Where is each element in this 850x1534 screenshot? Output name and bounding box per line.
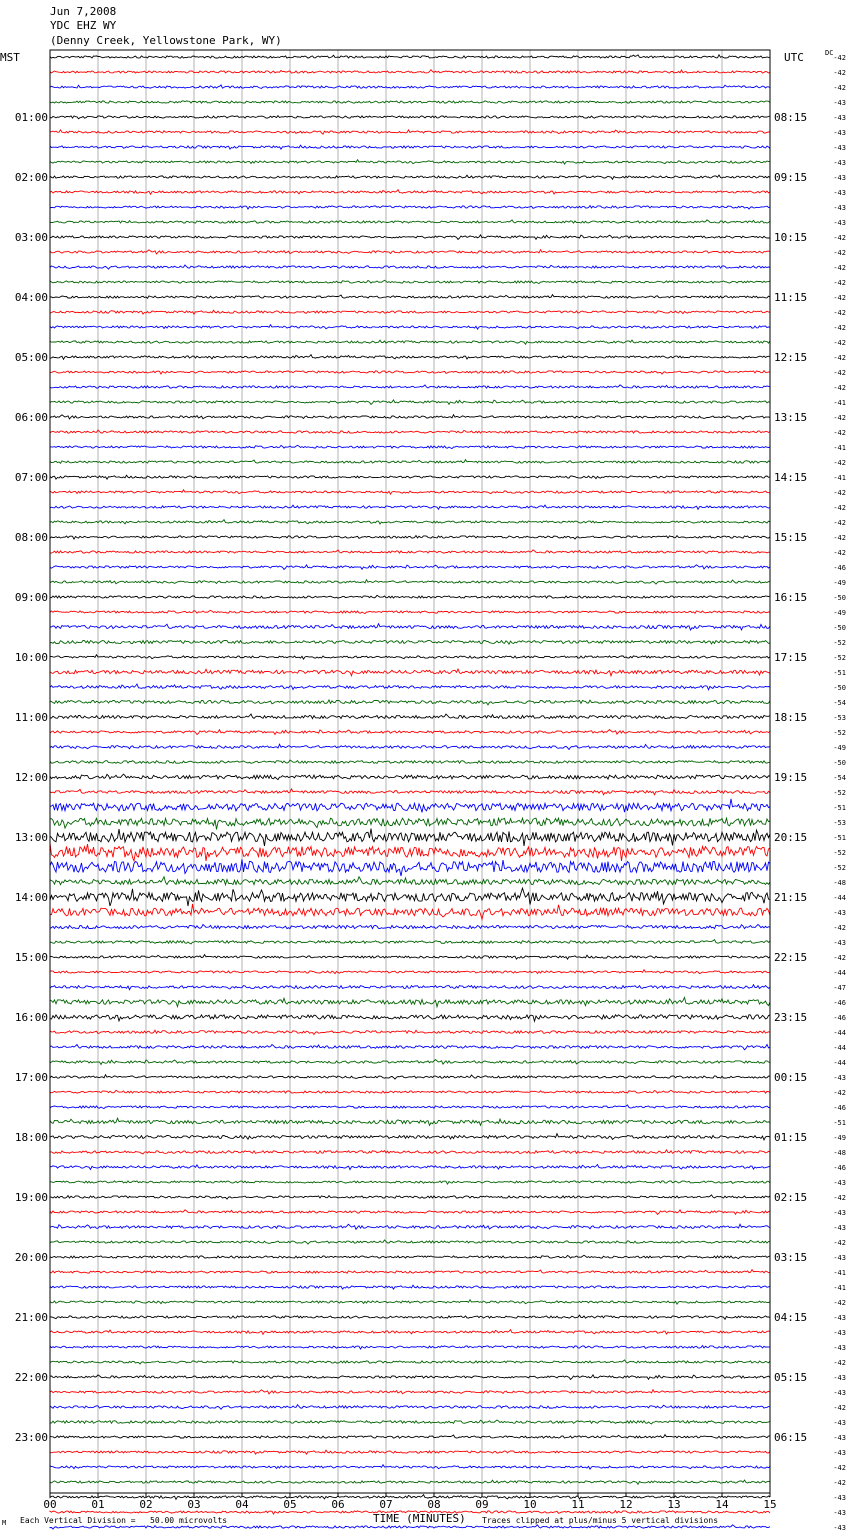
- trace-line: [50, 1405, 770, 1410]
- dc-offset-value: -42: [833, 234, 846, 242]
- dc-offset-value: -51: [833, 669, 846, 677]
- trace-line: [50, 55, 770, 58]
- right-hour-label: 23:15: [774, 1011, 808, 1024]
- trace-line: [50, 744, 770, 749]
- dc-offset-value: -42: [833, 534, 846, 542]
- trace-line: [50, 1105, 770, 1109]
- dc-offset-value: -42: [833, 1479, 846, 1487]
- trace-line: [50, 1495, 770, 1500]
- trace-line: [50, 1360, 770, 1364]
- left-hour-label: 14:00: [14, 891, 48, 904]
- trace-line: [50, 799, 770, 813]
- right-hour-label: 03:15: [774, 1251, 808, 1264]
- dc-offset-values: [833, 54, 846, 1534]
- trace-line: [50, 265, 770, 269]
- x-tick-label: 06: [331, 1498, 345, 1511]
- dc-offset-value: -51: [833, 804, 846, 812]
- trace-line: [50, 101, 770, 103]
- x-tick-label: 02: [139, 1498, 153, 1511]
- dc-offset-value: -42: [833, 384, 846, 392]
- trace-line: [50, 940, 770, 944]
- trace-line: [50, 310, 770, 314]
- dc-offset-value: -43: [833, 939, 846, 947]
- trace-line: [50, 1285, 770, 1289]
- right-hour-label: 14:15: [774, 471, 808, 484]
- trace-line: [50, 190, 770, 195]
- dc-offset-value: -52: [833, 864, 846, 872]
- dc-offset-value: -50: [833, 594, 846, 602]
- trace-line: [50, 859, 770, 876]
- dc-offset-value: -44: [833, 1059, 846, 1067]
- right-hour-label: 06:15: [774, 1431, 808, 1444]
- dc-offset-value: -42: [833, 549, 846, 557]
- trace-line: [50, 1465, 770, 1469]
- dc-offset-value: -42: [833, 1404, 846, 1412]
- dc-offset-value: -42: [833, 429, 846, 437]
- footer-scale-note: Each Vertical Division = 50.00 microvolts: [20, 1516, 228, 1525]
- left-hour-label: 23:00: [14, 1431, 48, 1444]
- dc-offset-value: -50: [833, 624, 846, 632]
- dc-offset-value: -54: [833, 699, 846, 707]
- trace-line: [50, 774, 770, 780]
- dc-offset-value: -42: [833, 924, 846, 932]
- trace-line: [50, 490, 770, 494]
- trace-line: [50, 1165, 770, 1170]
- dc-offset-value: -42: [833, 1464, 846, 1472]
- trace-line: [50, 1420, 770, 1424]
- left-hour-label: 19:00: [14, 1191, 48, 1204]
- x-tick-label: 10: [523, 1498, 537, 1511]
- trace-line: [50, 1450, 770, 1454]
- dc-offset-value: -42: [833, 249, 846, 257]
- left-hour-label: 09:00: [14, 591, 48, 604]
- dc-offset-value: -43: [833, 909, 846, 917]
- trace-line: [50, 1075, 770, 1079]
- dc-offset-value: -43: [833, 1209, 846, 1217]
- dc-offset-value: -43: [833, 1344, 846, 1352]
- trace-line: [50, 730, 770, 735]
- trace-line: [50, 610, 770, 613]
- x-tick-label: 13: [667, 1498, 681, 1511]
- dc-offset-value: -52: [833, 729, 846, 737]
- trace-line: [50, 1300, 770, 1304]
- header-station: YDC EHZ WY: [50, 19, 117, 32]
- right-hour-label: 00:15: [774, 1071, 808, 1084]
- right-hour-label: 12:15: [774, 351, 808, 364]
- trace-line: [50, 280, 770, 283]
- trace-line: [50, 206, 770, 210]
- dc-offset-value: -43: [833, 1419, 846, 1427]
- dc-offset-value: -43: [833, 174, 846, 182]
- trace-line: [50, 371, 770, 375]
- trace-line: [50, 1346, 770, 1350]
- trace-line: [50, 877, 770, 885]
- trace-line: [50, 1224, 770, 1229]
- dc-offset-value: -41: [833, 474, 846, 482]
- trace-line: [50, 829, 770, 846]
- dc-offset-value: -53: [833, 714, 846, 722]
- right-hour-label: 02:15: [774, 1191, 808, 1204]
- x-axis-ticks: [43, 1493, 776, 1511]
- dc-offset-value: -49: [833, 609, 846, 617]
- x-tick-label: 11: [571, 1498, 585, 1511]
- right-hour-label: 22:15: [774, 951, 808, 964]
- dc-offset-value: -43: [833, 1314, 846, 1322]
- dc-offset-value: -42: [833, 414, 846, 422]
- trace-line: [50, 595, 770, 598]
- dc-offset-value: -42: [833, 294, 846, 302]
- dc-offset-value: -42: [833, 54, 846, 62]
- dc-offset-value: -41: [833, 444, 846, 452]
- dc-offset-value: -43: [833, 189, 846, 197]
- dc-offset-value: -42: [833, 84, 846, 92]
- right-hour-label: 04:15: [774, 1311, 808, 1324]
- dc-offset-value: -43: [833, 1329, 846, 1337]
- dc-offset-value: -42: [833, 324, 846, 332]
- right-hour-label: 09:15: [774, 171, 808, 184]
- dc-offset-value: -43: [833, 99, 846, 107]
- dc-offset-value: -43: [833, 1494, 846, 1502]
- left-hour-label: 10:00: [14, 651, 48, 664]
- trace-line: [50, 580, 770, 584]
- dc-offset-value: -44: [833, 1044, 846, 1052]
- left-hour-label: 15:00: [14, 951, 48, 964]
- trace-line: [50, 1030, 770, 1034]
- dc-offset-value: -43: [833, 1434, 846, 1442]
- trace-line: [50, 250, 770, 254]
- dc-offset-value: -43: [833, 114, 846, 122]
- dc-offset-value: -43: [833, 1179, 846, 1187]
- right-hour-label: 10:15: [774, 231, 808, 244]
- trace-line: [50, 85, 770, 89]
- trace-line: [50, 789, 770, 795]
- dc-offset-value: -46: [833, 564, 846, 572]
- left-hour-label: 08:00: [14, 531, 48, 544]
- trace-line: [50, 641, 770, 645]
- left-hour-label: 12:00: [14, 771, 48, 784]
- x-tick-label: 04: [235, 1498, 249, 1511]
- left-hour-label: 18:00: [14, 1131, 48, 1144]
- seismic-traces: [50, 55, 770, 1534]
- trace-line: [50, 235, 770, 240]
- dc-offset-value: -42: [833, 309, 846, 317]
- trace-line: [50, 520, 770, 524]
- trace-line: [50, 460, 770, 464]
- dc-offset-value: -48: [833, 1149, 846, 1157]
- trace-line: [50, 1134, 770, 1140]
- right-hour-label: 08:15: [774, 111, 808, 124]
- trace-line: [50, 700, 770, 705]
- left-hour-label: 22:00: [14, 1371, 48, 1384]
- dc-offset-value: -42: [833, 339, 846, 347]
- trace-line: [50, 1525, 770, 1529]
- header-location: (Denny Creek, Yellowstone Park, WY): [50, 34, 282, 47]
- trace-line: [50, 1045, 770, 1050]
- dc-offset-value: -43: [833, 219, 846, 227]
- trace-line: [50, 295, 770, 299]
- dc-offset-value: -42: [833, 954, 846, 962]
- trace-line: [50, 1270, 770, 1274]
- left-hour-label: 21:00: [14, 1311, 48, 1324]
- left-hour-label: 11:00: [14, 711, 48, 724]
- dc-offset-value: -42: [833, 459, 846, 467]
- dc-offset-value: -42: [833, 489, 846, 497]
- dc-offset-value: -44: [833, 969, 846, 977]
- trace-line: [50, 325, 770, 329]
- trace-line: [50, 925, 770, 929]
- trace-line: [50, 955, 770, 960]
- dc-offset-value: -53: [833, 819, 846, 827]
- trace-line: [50, 220, 770, 223]
- dc-offset-value: -49: [833, 744, 846, 752]
- trace-line: [50, 1255, 770, 1258]
- trace-line: [50, 116, 770, 119]
- dc-offset-value: -50: [833, 759, 846, 767]
- trace-line: [50, 400, 770, 405]
- x-tick-label: 05: [283, 1498, 297, 1511]
- trace-line: [50, 130, 770, 134]
- trace-line: [50, 1375, 770, 1380]
- trace-line: [50, 997, 770, 1006]
- trace-line: [50, 175, 770, 179]
- x-tick-label: 09: [475, 1498, 489, 1511]
- dc-offset-value: -46: [833, 1104, 846, 1112]
- right-hour-label: 20:15: [774, 831, 808, 844]
- left-hour-label: 04:00: [14, 291, 48, 304]
- dc-offset-value: -46: [833, 1014, 846, 1022]
- dc-offset-value: -42: [833, 264, 846, 272]
- left-hour-label: 17:00: [14, 1071, 48, 1084]
- dc-offset-value: -49: [833, 1134, 846, 1142]
- x-axis-title: TIME (MINUTES): [373, 1512, 466, 1525]
- left-hour-label: 06:00: [14, 411, 48, 424]
- dc-offset-value: -43: [833, 1449, 846, 1457]
- dc-offset-value: -42: [833, 369, 846, 377]
- x-tick-label: 14: [715, 1498, 729, 1511]
- dc-offset-value: -43: [833, 1224, 846, 1232]
- dc-offset-value: -43: [833, 1389, 846, 1397]
- dc-offset-value: -43: [833, 1524, 846, 1532]
- left-hour-label: 05:00: [14, 351, 48, 364]
- dc-offset-value: -41: [833, 399, 846, 407]
- dc-offset-value: -43: [833, 1509, 846, 1517]
- dc-offset-value: -42: [833, 1194, 846, 1202]
- dc-offset-value: -52: [833, 849, 846, 857]
- trace-line: [50, 565, 770, 570]
- trace-line: [50, 1315, 770, 1319]
- trace-line: [50, 1480, 770, 1484]
- header-date: Jun 7,2008: [50, 5, 117, 18]
- dc-offset-value: -47: [833, 984, 846, 992]
- dc-offset-value: -54: [833, 774, 846, 782]
- right-hour-label: 17:15: [774, 651, 808, 664]
- right-hour-label: 13:15: [774, 411, 808, 424]
- dc-offset-value: -41: [833, 1284, 846, 1292]
- x-tick-label: 15: [763, 1498, 777, 1511]
- trace-line: [50, 1195, 770, 1199]
- trace-line: [50, 1060, 770, 1065]
- dc-offset-value: -42: [833, 1089, 846, 1097]
- trace-line: [50, 684, 770, 690]
- trace-line: [50, 145, 770, 149]
- trace-line: [50, 1435, 770, 1439]
- dc-offset-value: -44: [833, 1029, 846, 1037]
- right-hour-label: 01:15: [774, 1131, 808, 1144]
- left-hour-label: 13:00: [14, 831, 48, 844]
- right-hour-label: 18:15: [774, 711, 808, 724]
- dc-offset-value: -42: [833, 1239, 846, 1247]
- trace-line: [50, 475, 770, 479]
- trace-line: [50, 1090, 770, 1093]
- left-hour-label: 16:00: [14, 1011, 48, 1024]
- dc-offset-value: -41: [833, 1269, 846, 1277]
- dc-offset-header: DC: [825, 49, 834, 57]
- right-hour-label: 21:15: [774, 891, 808, 904]
- trace-line: [50, 760, 770, 763]
- left-hour-labels: [15, 111, 48, 1444]
- x-tick-label: 12: [619, 1498, 633, 1511]
- footer-clip-note: Traces clipped at plus/minus 5 vertical divisions: [482, 1516, 719, 1525]
- trace-line: [50, 430, 770, 433]
- trace-line: [50, 818, 770, 829]
- left-hour-label: 20:00: [14, 1251, 48, 1264]
- footer-mark: M: [2, 1519, 7, 1527]
- dc-offset-value: -43: [833, 144, 846, 152]
- dc-offset-value: -43: [833, 1074, 846, 1082]
- trace-line: [50, 888, 770, 906]
- dc-offset-value: -51: [833, 834, 846, 842]
- trace-line: [50, 415, 770, 419]
- trace-line: [50, 669, 770, 676]
- dc-offset-value: -43: [833, 1374, 846, 1382]
- trace-line: [50, 1118, 770, 1125]
- x-tick-label: 07: [379, 1498, 393, 1511]
- dc-offset-value: -52: [833, 639, 846, 647]
- trace-line: [50, 160, 770, 164]
- dc-offset-value: -52: [833, 789, 846, 797]
- trace-line: [50, 1390, 770, 1394]
- left-hour-label: 01:00: [14, 111, 48, 124]
- trace-line: [50, 1015, 770, 1021]
- trace-line: [50, 904, 770, 919]
- right-hour-label: 16:15: [774, 591, 808, 604]
- right-hour-label: 11:15: [774, 291, 808, 304]
- right-timezone-label: UTC: [784, 51, 804, 64]
- trace-line: [50, 843, 770, 861]
- trace-line: [50, 355, 770, 360]
- trace-line: [50, 655, 770, 659]
- dc-offset-value: -42: [833, 504, 846, 512]
- dc-offset-value: -48: [833, 879, 846, 887]
- trace-line: [50, 340, 770, 344]
- trace-line: [50, 550, 770, 553]
- right-hour-label: 19:15: [774, 771, 808, 784]
- dc-offset-value: -50: [833, 684, 846, 692]
- trace-line: [50, 985, 770, 990]
- trace-line: [50, 536, 770, 540]
- dc-offset-value: -42: [833, 519, 846, 527]
- dc-offset-value: -42: [833, 279, 846, 287]
- trace-line: [50, 1210, 770, 1215]
- right-hour-label: 15:15: [774, 531, 808, 544]
- dc-offset-value: -43: [833, 159, 846, 167]
- left-hour-label: 03:00: [14, 231, 48, 244]
- trace-line: [50, 714, 770, 719]
- dc-offset-value: -52: [833, 654, 846, 662]
- left-timezone-label: MST: [0, 51, 20, 64]
- dc-offset-value: -51: [833, 1119, 846, 1127]
- x-tick-label: 08: [427, 1498, 441, 1511]
- dc-offset-value: -49: [833, 579, 846, 587]
- dc-offset-value: -46: [833, 999, 846, 1007]
- right-hour-label: 05:15: [774, 1371, 808, 1384]
- trace-line: [50, 624, 770, 630]
- trace-line: [50, 1181, 770, 1184]
- trace-line: [50, 445, 770, 448]
- x-tick-label: 00: [43, 1498, 57, 1511]
- trace-line: [50, 385, 770, 388]
- trace-line: [50, 970, 770, 974]
- x-tick-label: 01: [91, 1498, 105, 1511]
- dc-offset-value: -43: [833, 204, 846, 212]
- trace-line: [50, 1150, 770, 1154]
- dc-offset-value: -42: [833, 354, 846, 362]
- dc-offset-value: -43: [833, 129, 846, 137]
- dc-offset-value: -46: [833, 1164, 846, 1172]
- trace-line: [50, 1330, 770, 1335]
- left-hour-label: 02:00: [14, 171, 48, 184]
- left-hour-label: 07:00: [14, 471, 48, 484]
- dc-offset-value: -42: [833, 1299, 846, 1307]
- right-hour-labels: [774, 111, 807, 1444]
- dc-offset-value: -44: [833, 894, 846, 902]
- trace-line: [50, 1240, 770, 1244]
- dc-offset-value: -42: [833, 1359, 846, 1367]
- x-tick-label: 03: [187, 1498, 201, 1511]
- trace-line: [50, 505, 770, 509]
- dc-offset-value: -43: [833, 1254, 846, 1262]
- trace-line: [50, 70, 770, 73]
- dc-offset-value: -42: [833, 69, 846, 77]
